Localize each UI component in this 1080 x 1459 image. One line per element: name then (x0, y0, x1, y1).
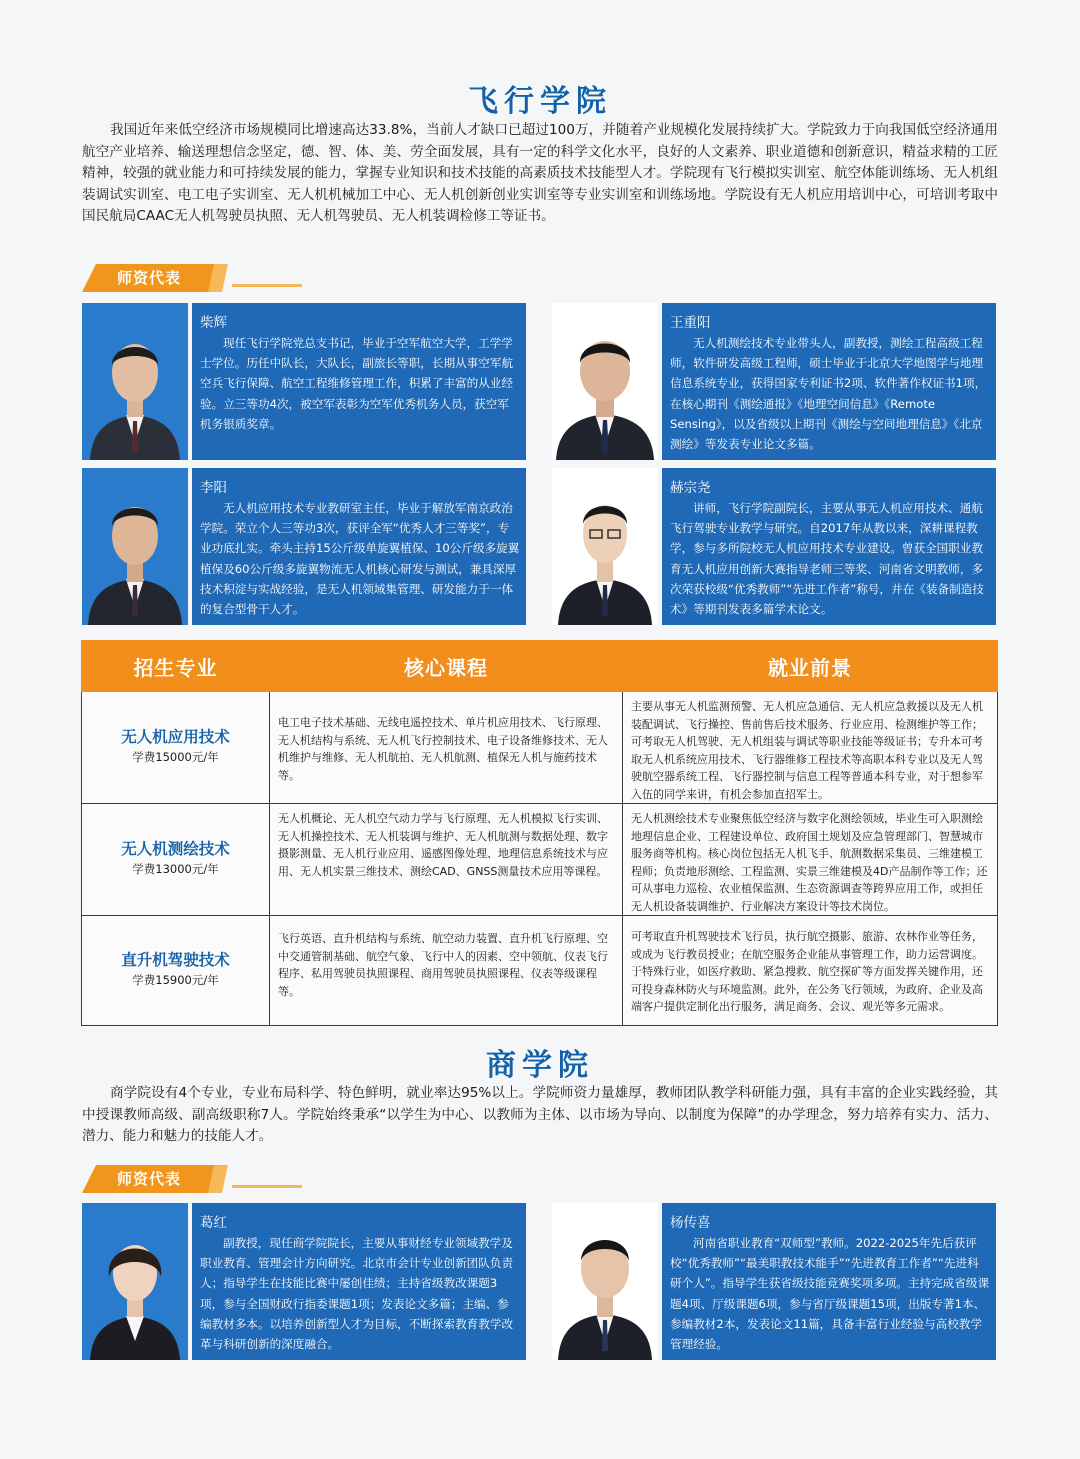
core-courses: 无人机概论、无人机空气动力学与飞行原理、无人机模拟飞行实训、无人机操控技术、无人机装调与维护、无人机航测与数据处理、数字摄影测量、无人机行业应用、遥感图像处理、地理信息系统技术与应用、无人机实景三维技术、测绘CAD、GNSS测量技术应用等课程。 (278, 812, 608, 878)
faculty-name: 王重阳 (670, 315, 711, 331)
faculty-card (552, 468, 996, 625)
faculty-name: 李阳 (200, 480, 227, 496)
major-name: 无人机测绘技术 (121, 840, 230, 858)
flight-faculty-tag-label: 师资代表 (116, 269, 181, 287)
faculty-photo (552, 468, 658, 625)
column-header: 招生专业 (82, 641, 270, 692)
flight-college-intro: 我国近年来低空经济市场规模同比增速高达33.8%，当前人才缺口已超过100万，并随着产业规模化发展持续扩大。学院致力于向我国低空经济通用航空产业培养、输送理想信念坚定，德、智、体、美、劳全面发展，具有一定的科学文化水平，良好的人文素养、职业道德和创新意识，精益求精的工匠精神，较强的就业能力和可持续发展的能力，掌握专业知识和技术技能的高素质技术技能型人才。学院现有飞行模拟实训室、航空体能训练场、无人机组装调试实训室、电工电子实训室、无人机机械加工中心、无人机创新创业实训室等专业实训室和训练场地。学院设有无人机应用培训中心，可培训考取中国民航局CAAC无人机驾驶员执照、无人机驾驶员、无人机装调检修工等证书。 (82, 122, 998, 225)
major-fee: 学费15000元/年 (132, 749, 219, 764)
faculty-card (552, 303, 996, 460)
faculty-photo (82, 468, 188, 625)
table-row (82, 916, 998, 1026)
faculty-name: 葛红 (200, 1215, 227, 1231)
faculty-card (82, 468, 526, 625)
column-header: 就业前景 (623, 641, 998, 692)
business-faculty-tag-label: 师资代表 (116, 1170, 181, 1188)
faculty-photo (82, 303, 188, 460)
faculty-name: 杨传喜 (670, 1215, 711, 1231)
faculty-photo (82, 1203, 188, 1360)
faculty-bio: 无人机应用技术专业教研室主任，毕业于解放军南京政治学院。荣立个人三等功3次，获评全军“优秀人才三等奖”，专业功底扎实。牵头主持15公斤级单旋翼植保、10公斤级多旋翼植保及60公斤级多旋翼物流无人机核心研发与测试，兼具深厚技术积淀与实战经验，是无人机领域集管理、研发能力于一体的复合型骨干人才。 (200, 501, 520, 617)
faculty-card (82, 303, 526, 460)
career-prospects: 无人机测绘技术专业聚焦低空经济与数字化测绘领域，毕业生可入职测绘地理信息企业、工程建设单位、政府国土规划及应急管理部门、智慧城市服务商等机构。核心岗位包括无人机飞手、航测数据采集员、三维建模工程师；负责地形测绘、工程监测、实景三维建模及4D产品制作等工作；还可从事电力巡检、农业植保监测、生态资源调查等跨界应用工作，或担任无人机设备装调维护、行业解决方案设计等技术岗位。 (631, 812, 988, 913)
majors-table (81, 640, 998, 1026)
business-college-intro: 商学院设有4个专业，专业布局科学、特色鲜明，就业率达95%以上。学院师资力量雄厚，教师团队教学科研能力强，具有丰富的企业实践经验，其中授课教师高级、副高级职称7人。学院始终秉承“以学生为中心、以教师为主体、以市场为导向、以制度为保障”的办学理念，努力培养有实力、活力、潜力、能力和魅力的技能人才。 (82, 1085, 998, 1145)
table-header-row (82, 641, 998, 692)
faculty-bio: 河南省职业教育“双师型”教师。2022-2025年先后获评校“优秀教师”“最美职教技术能手”“先进教育工作者”“先进科研个人”。指导学生获省级技能竞赛奖项多项。主持完成省级课题4项、厅级课题6项，参与省厅级课题15项，出版专著1本、参编教材2本，发表论文11篇，具备丰富行业经验与高校教学管理经验。 (670, 1236, 990, 1352)
faculty-bio: 现任飞行学院党总支书记，毕业于空军航空大学，工学学士学位。历任中队长，大队长，副旅长等职，长期从事空军航空兵飞行保障、航空工程维修管理工作，积累了丰富的从业经验。立三等功4次，被空军表彰为空军优秀机务人员，获空军机务银质奖章。 (200, 336, 514, 431)
table-row (82, 804, 998, 916)
core-courses: 电工电子技术基础、无线电遥控技术、单片机应用技术、飞行原理、无人机结构与系统、无人机飞行控制技术、电子设备维修技术、无人机维护与维修、无人机航拍、无人机航测、植保无人机与施药技术等。 (278, 716, 608, 782)
column-header: 核心课程 (270, 641, 623, 692)
faculty-card (82, 1203, 526, 1360)
faculty-bio: 副教授，现任商学院院长，主要从事财经专业领域教学及职业教育、管理会计方向研究。北京市会计专业创新团队负责人；指导学生在技能比赛中屡创佳绩；主持省级教改课题3项，参与全国财政行指委课题1项；发表论文多篇；主编、参编教材多本。以培养创新型人才为目标，不断探索教育教学改革与科研创新的深度融合。 (200, 1236, 514, 1352)
major-fee: 学费13000元/年 (132, 861, 219, 876)
faculty-name: 赫宗尧 (670, 480, 711, 496)
faculty-bio: 无人机测绘技术专业带头人，副教授，测绘工程高级工程师，软件研发高级工程师，硕士毕业于北京大学地图学与地理信息系统专业，获得国家专利证书2项、软件著作权证书1项，在核心期刊《测绘通报》《地理空间信息》《Remote Sensing》，以及省级以上期刊《测绘与空间地理信息》《北京测绘》等发表专业论文多篇。 (670, 336, 987, 452)
business-college-title: 商学院 (486, 1048, 594, 1083)
faculty-bio: 讲师，飞行学院副院长，主要从事无人机应用技术、通航飞行驾驶专业教学与研究。自2017年从教以来，深耕课程教学，参与多所院校无人机应用技术专业建设。曾获全国职业教育无人机应用创新大赛指导老师三等奖、河南省文明教师，多次荣获校级“优秀教师”“先进工作者”称号，并在《装备制造技术》等期刊发表多篇学术论文。 (670, 501, 984, 617)
career-prospects: 可考取直升机驾驶技术飞行员，执行航空摄影、旅游、农林作业等任务，或成为飞行教员授业；在航空服务企业能从事管理工作，助力运营调度。于特殊行业，如医疗救助、紧急搜救、航空探矿等方面发挥关键作用，还可投身森林防火与环境监测。此外，在公务飞行领域，为政府、企业及高端客户提供定制化出行服务，满足商务、会议、观光等多元需求。 (631, 930, 983, 1013)
faculty-photo (552, 1203, 658, 1360)
core-courses: 飞行英语、直升机结构与系统、航空动力装置、直升机飞行原理、空中交通管制基础、航空气象、飞行中人的因素、空中领航、仪表飞行程序、私用驾驶员执照课程、商用驾驶员执照课程、仪表等级课程等。 (278, 932, 608, 998)
career-prospects: 主要从事无人机监测预警、无人机应急通信、无人机应急救援以及无人机装配调试、飞行操控、售前售后技术服务、行业应用、检测维护等工作；可考取无人机驾驶、无人机组装与调试等职业技能等级证书；专升本可考取无人机系统应用技术、飞行器维修工程技术等高职本科专业以及无人驾驶航空器系统工程、飞行器控制与信息工程等普通本科专业，对于想参军入伍的同学来讲，有机会参加直招军士。 (631, 700, 983, 801)
major-name: 直升机驾驶技术 (121, 951, 230, 969)
faculty-card (552, 1203, 996, 1360)
major-name: 无人机应用技术 (121, 728, 230, 746)
flight-college-title: 飞行学院 (468, 84, 612, 119)
faculty-name: 柴辉 (200, 315, 227, 331)
table-row (82, 692, 998, 804)
major-fee: 学费15900元/年 (132, 972, 219, 987)
faculty-photo (552, 303, 658, 460)
